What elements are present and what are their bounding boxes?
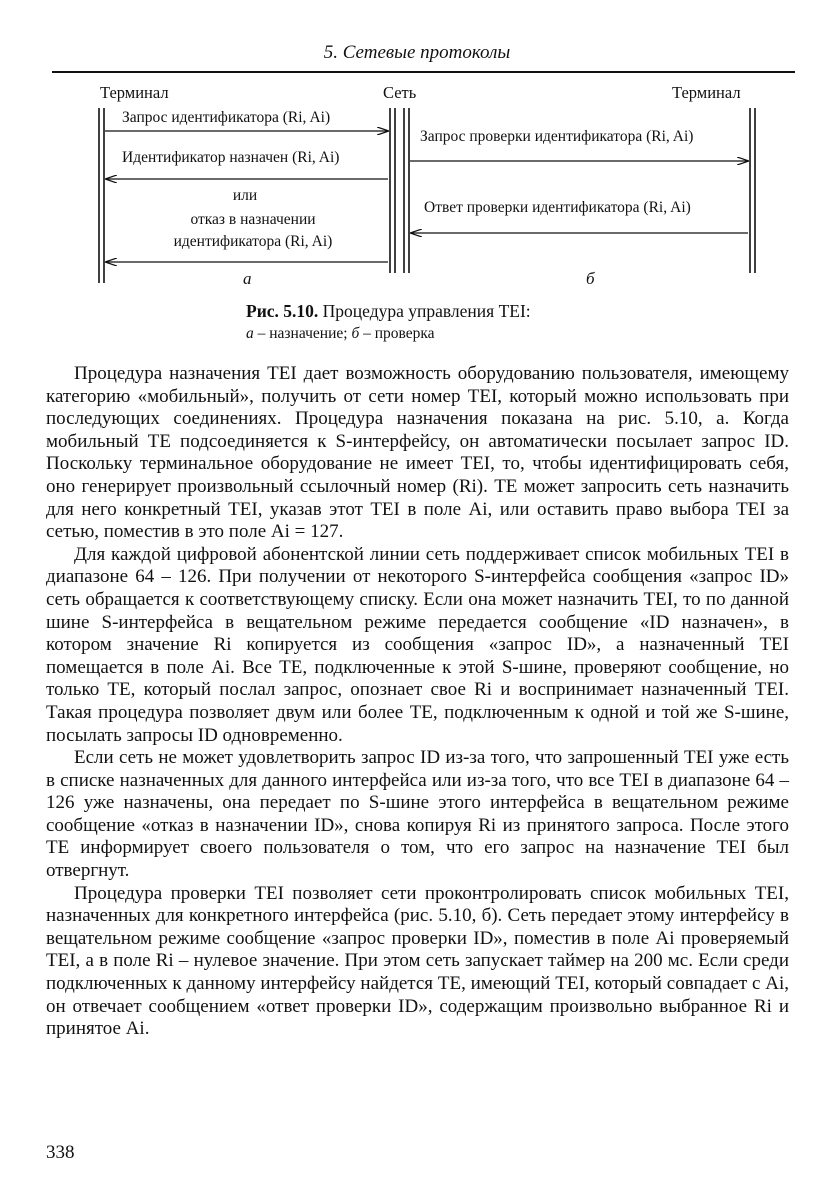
- msg-denied-line1: отказ в назначении: [190, 211, 316, 228]
- msg-id-assigned: Идентификатор назначен (Ri, Ai): [122, 149, 340, 166]
- caption-b-letter: б: [351, 325, 360, 342]
- msg-id-request: Запрос идентификатора (Ri, Ai): [122, 109, 331, 126]
- running-header: 5. Сетевые протоколы: [323, 42, 511, 63]
- tei-procedure-diagram: [0, 0, 834, 300]
- body-text: [46, 363, 789, 1041]
- paragraph: Для каждой цифровой абонентской линии сеть поддерживает список мобильных TEI в диапазоне 64 – 126. При получении от некоторого S-интерфейса сообщения «запрос ID» сеть обращается к соответствующему списку. Если она может назначить TEI, то по данной шине S-интерфейса в вещательном режиме передается сообщение «ID назначен», в котором значение Ri копируется из сообщения «запрос ID», а назначенный TEI помещается в поле Ai. Все TE, подключенные к этой S-шине, проверяют сообщение, но только TE, который послал запрос, опознает свое Ri и воспринимает назначенный TEI. Такая процедура позволяет двум или более TE, подключенным к одной и той же S-шине, посылать запросы ID одновременно.: [46, 543, 789, 746]
- msg-or: или: [232, 187, 258, 204]
- subfigure-label-a: а: [243, 269, 252, 288]
- caption-a-text: – назначение;: [253, 325, 352, 342]
- page-number: 338: [46, 1142, 75, 1163]
- caption-b-text: – проверка: [359, 325, 435, 342]
- figure-number: Рис. 5.10.: [246, 301, 319, 321]
- caption-a-letter: а: [246, 325, 254, 342]
- paragraph: Процедура назначения TEI дает возможность оборудованию пользователя, имеющему категорию «мобильный», получить от сети номер TEI, который можно использовать при последующих соединениях. Процедура назначения показана на рис. 5.10, а. Когда мобильный TE подсоединяется к S-интерфейсу, он автоматически посылает запрос ID. Поскольку терминальное оборудование не имеет TEI, то, чтобы идентифицировать себя, оно генерирует произвольный ссылочный номер (Ri). TE может запросить сеть назначить для него конкретный TEI, указав этот TEI в поле Ai, или оставить право выбора TEI за сетью, поместив в это поле Ai = 127.: [46, 363, 789, 543]
- msg-check-request: Запрос проверки идентификатора (Ri, Ai): [420, 128, 694, 145]
- right-terminal-label: Терминал: [672, 83, 741, 102]
- paragraph: Процедура проверки TEI позволяет сети проконтролировать список мобильных TEI, назначенных для конкретного интерфейса (рис. 5.10, б). Сеть передает этому интерфейсу в вещательном режиме сообщение «запрос проверки ID», поместив в поле Ai проверяемый TEI, а в поле Ri – нулевое значение. При этом сеть запускает таймер на 200 мс. Если среди подключенных к данному интерфейсу найдется TE, имеющий TEI, который совпадает с Ai, он отвечает сообщением «ответ проверки ID», содержащим произвольно выбранное Ri и принятое Ai.: [46, 882, 789, 1040]
- subfigure-label-b: б: [586, 269, 595, 288]
- network-label: Сеть: [383, 83, 417, 102]
- msg-denied-line2: идентификатора (Ri, Ai): [173, 233, 333, 250]
- left-terminal-label: Терминал: [100, 83, 169, 102]
- msg-check-response: Ответ проверки идентификатора (Ri, Ai): [424, 199, 691, 216]
- figure-caption-legend: [246, 325, 435, 343]
- figure-caption: [246, 300, 531, 322]
- paragraph: Если сеть не может удовлетворить запрос ID из-за того, что запрошенный TEI уже есть в списке назначенных для данного интерфейса или из-за того, что все TEI в диапазоне 64 – 126 уже назначены, она передает по S-шине этого интерфейса в вещательном режиме сообщение «отказ в назначении ID», снова копируя Ri из принятого запроса. После этого TE информирует своего пользователя о том, что его запрос на назначение TEI был отвергнут.: [46, 747, 789, 882]
- figure-title: Процедура управления TEI:: [318, 301, 531, 321]
